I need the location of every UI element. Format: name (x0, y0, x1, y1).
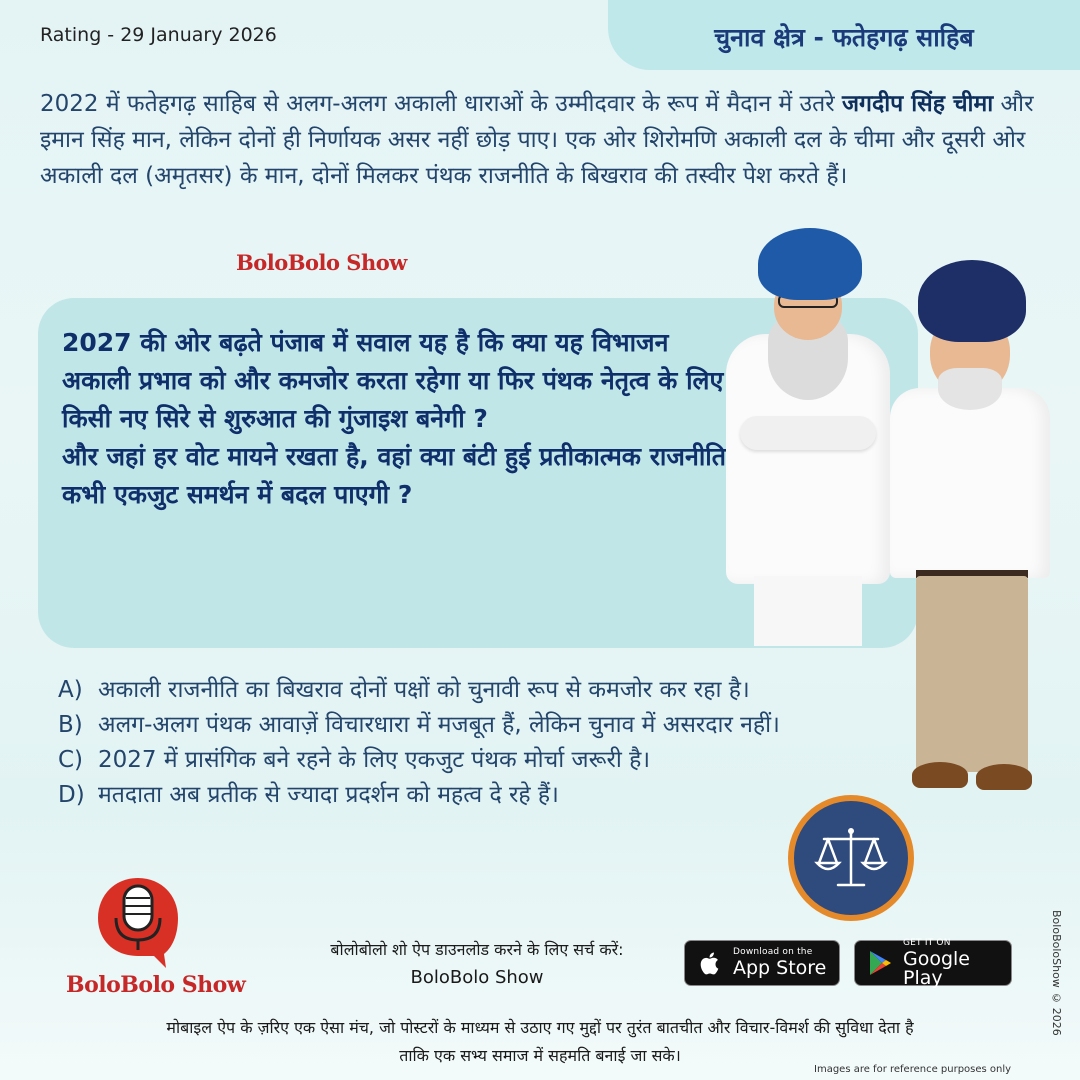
google-play-button[interactable] (854, 937, 1012, 989)
option-text: 2027 में प्रासंगिक बने रहने के लिए एकजुट पंथक मोर्चा जरूरी है। (98, 747, 651, 773)
option-text: अकाली राजनीति का बिखराव दोनों पक्षों को चुनावी रूप से कमजोर कर रहा है। (98, 677, 750, 703)
option-b[interactable] (58, 709, 858, 742)
footer-line-2: ताकि एक सभ्य समाज में सहमति बनाई जा सके। (399, 1046, 681, 1065)
download-app-name: BoloBolo Show (410, 967, 544, 988)
option-key: B) (58, 712, 83, 738)
app-store-label: App Store (733, 957, 827, 979)
question-line-2: और जहां हर वोट मायने रखता है, वहां क्या बंटी हुई प्रतीकात्मक राजनीति कभी एकजुट समर्थन में बदल पाएगी ? (62, 442, 727, 509)
google-play-label: Google Play (903, 947, 971, 989)
app-store-small-text: Download on the (733, 947, 813, 957)
highlight-candidate-name: जगदीप सिंह चीमा (841, 91, 994, 117)
intro-part-2: और इमान सिंह मान, लेकिन दोनों ही निर्णायक असर नहीं छोड़ पाए। एक ओर शिरोमणि अकाली दल के चीमा और दूसरी ओर अकाली दल (अमृतसर) के मान, दोनों मिलकर पंथक राजनीति के बिखराव की तस्वीर पेश करते हैं। (40, 91, 1034, 189)
google-play-icon (865, 948, 895, 978)
option-c[interactable] (58, 744, 938, 777)
constituency-title: चुनाव क्षेत्र - फतेहगढ़ साहिब (714, 23, 974, 52)
option-key: A) (58, 677, 83, 703)
answer-options (58, 674, 938, 814)
download-prompt (272, 936, 682, 992)
app-store-button[interactable] (684, 940, 840, 986)
brand-wordmark-bottom: BoloBolo Show (66, 972, 246, 998)
copyright-notice: BoloBoloShow © 2026 (1050, 910, 1063, 1036)
option-a[interactable] (58, 674, 938, 707)
balance-scale-icon (788, 795, 914, 921)
intro-part-1: 2022 में फतेहगढ़ साहिब से अलग-अलग अकाली धाराओं के उम्मीदवार के रूप में मैदान में उतरे (40, 91, 842, 117)
option-text: मतदाता अब प्रतीक से ज्यादा प्रदर्शन को महत्व दे रहे हैं। (98, 782, 559, 808)
microphone-icon (94, 874, 182, 970)
footer-line-1: मोबाइल ऐप के ज़रिए एक ऐसा मंच, जो पोस्टरों के माध्यम से उठाए गए मुद्दों पर तुरंत बातचीत और विचार-विमर्श की सुविधा देता है (166, 1018, 914, 1037)
option-key: D) (58, 782, 85, 808)
option-d[interactable] (58, 779, 938, 812)
google-play-small-text: GET IT ON (903, 937, 951, 948)
download-instruction: बोलोबोलो शो ऐप डाउनलोड करने के लिए सर्च करें: (330, 940, 624, 959)
apple-icon (695, 948, 725, 978)
question-text (62, 324, 732, 514)
footer-description (30, 1014, 1050, 1070)
rating-date: Rating - 29 January 2026 (40, 24, 277, 46)
option-key: C) (58, 747, 84, 773)
image-disclaimer: Images are for reference purposes only (814, 1064, 1012, 1075)
option-text: अलग-अलग पंथक आवाज़ें विचारधारा में मजबूत हैं, लेकिन चुनाव में असरदार नहीं। (98, 712, 780, 738)
brand-wordmark-top: BoloBolo Show (236, 250, 407, 275)
intro-paragraph (40, 86, 1050, 194)
candidate-photo-left (718, 226, 898, 646)
question-line-1: 2027 की ओर बढ़ते पंजाब में सवाल यह है कि क्या यह विभाजन अकाली प्रभाव को और कमजोर करता रहेगा या फिर पंथक नेतृत्व के लिए किसी नए सिरे से शुरुआत की गुंजाइश बनेगी ? (62, 328, 724, 433)
